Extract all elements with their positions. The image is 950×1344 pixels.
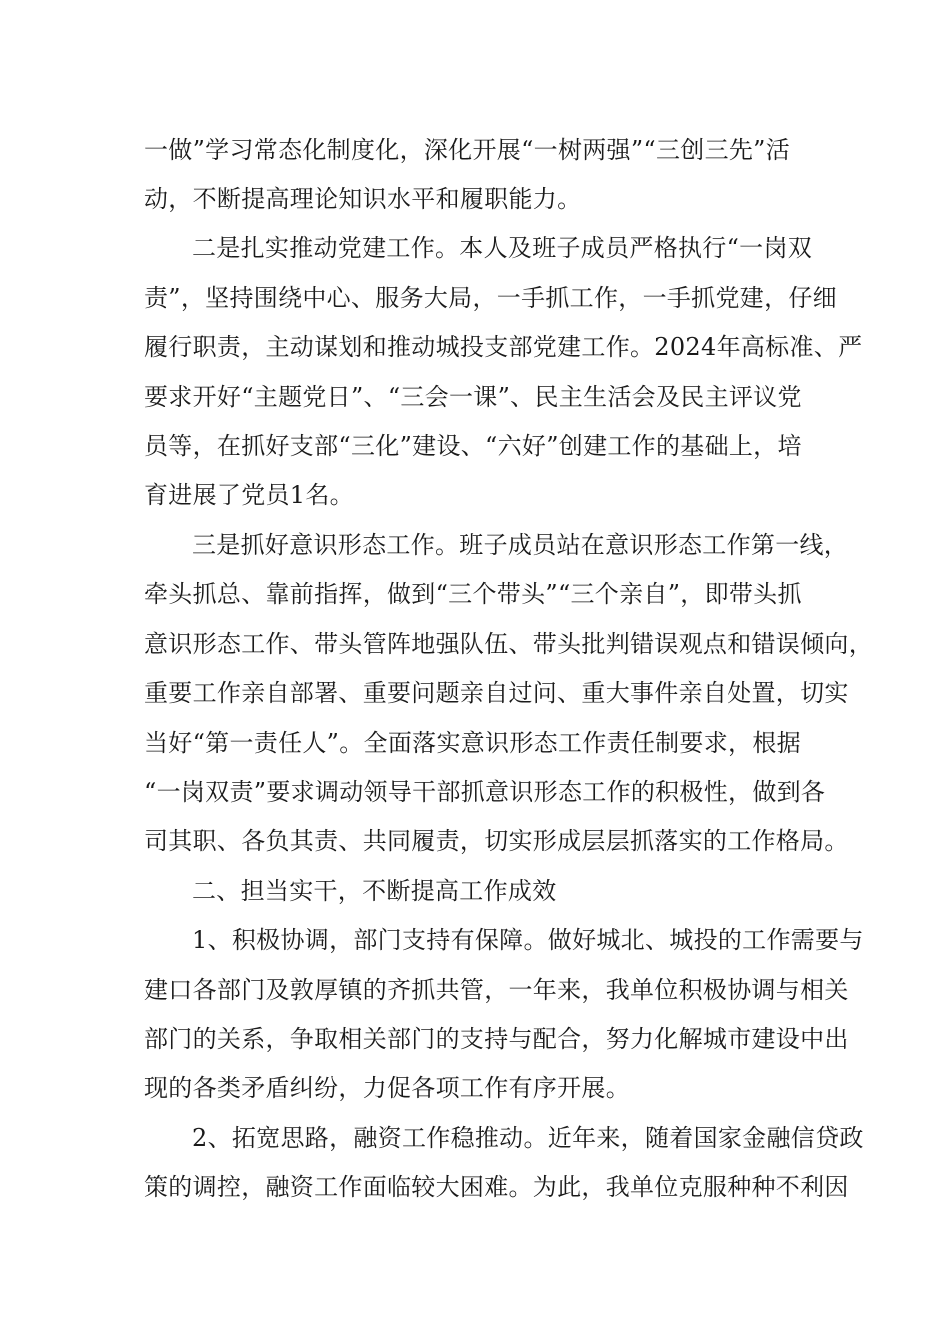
text-line: 履行职责，主动谋划和推动城投支部党建工作。2024年高标准、严 bbox=[144, 333, 863, 361]
text-line: 策的调控，融资工作面临较大困难。为此，我单位克服种种不利因 bbox=[144, 1173, 849, 1201]
text-line: 部门的关系，争取相关部门的支持与配合，努力化解城市建设中出 bbox=[144, 1025, 849, 1053]
text-line: 重要工作亲自部署、重要问题亲自过问、重大事件亲自处置，切实 bbox=[144, 679, 849, 707]
text-line: “一岗双责”要求调动领导干部抓意识形态工作的积极性，做到各 bbox=[144, 778, 826, 806]
text-line: 2、拓宽思路，融资工作稳推动。近年来，随着国家金融信贷政 bbox=[192, 1124, 864, 1152]
text-line: 育进展了党员1名。 bbox=[144, 481, 354, 509]
text-line: 当好“第一责任人”。全面落实意识形态工作责任制要求，根据 bbox=[144, 729, 801, 757]
text-line: 员等，在抓好支部“三化”建设、“六好”创建工作的基础上，培 bbox=[144, 432, 802, 460]
text-line: 1、积极协调，部门支持有保障。做好城北、城投的工作需要与 bbox=[192, 926, 864, 954]
text-line: 动，不断提高理论知识水平和履职能力。 bbox=[144, 185, 582, 213]
text-line: 牵头抓总、靠前指挥，做到“三个带头”“三个亲自”，即带头抓 bbox=[144, 580, 802, 608]
text-line: 要求开好“主题党日”、“三会一课”、民主生活会及民主评议党 bbox=[144, 383, 802, 411]
text-line: 现的各类矛盾纠纷，力促各项工作有序开展。 bbox=[144, 1074, 630, 1102]
text-line: 二是扎实推动党建工作。本人及班子成员严格执行“一岗双 bbox=[192, 234, 813, 262]
text-line: 司其职、各负其责、共同履责，切实形成层层抓落实的工作格局。 bbox=[144, 827, 849, 855]
text-line: 意识形态工作、带头管阵地强队伍、带头批判错误观点和错误倾向， bbox=[144, 630, 873, 658]
text-line: 建口各部门及敦厚镇的齐抓共管，一年来，我单位积极协调与相关 bbox=[144, 976, 849, 1004]
text-line: 三是抓好意识形态工作。班子成员站在意识形态工作第一线， bbox=[192, 531, 849, 559]
section-heading: 二、担当实干，不断提高工作成效 bbox=[192, 877, 557, 905]
text-line: 责”，坚持围绕中心、服务大局，一手抓工作，一手抓党建，仔细 bbox=[144, 284, 837, 312]
text-line: 一做”学习常态化制度化，深化开展“一树两强”“三创三先”活 bbox=[144, 136, 791, 164]
